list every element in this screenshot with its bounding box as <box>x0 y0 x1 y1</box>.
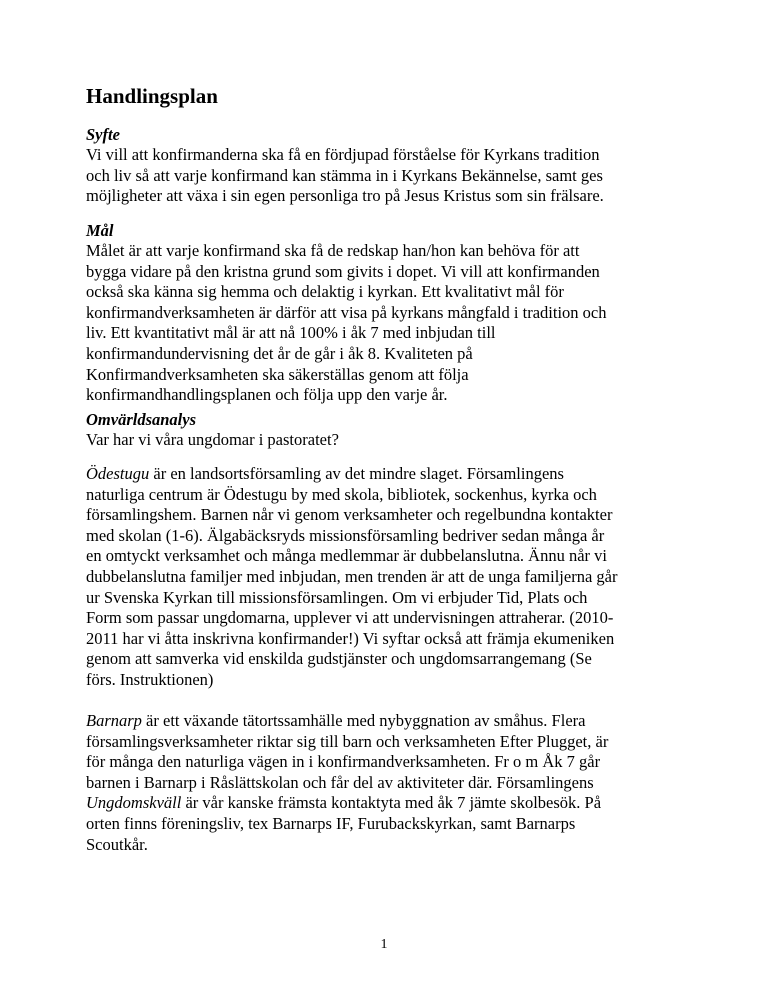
mal-line-2: bygga vidare på den kristna grund som givits i dopet. Vi vill att konfirmanden <box>86 261 600 281</box>
omvarld-question: Var har vi våra ungdomar i pastoratet? <box>86 430 339 449</box>
section-odestugu <box>86 464 686 691</box>
heading-syfte: Syfte <box>86 125 120 144</box>
mal-line-6: konfirmandundervisning det år de går i åk 8. Kvaliteten på <box>86 343 473 363</box>
odestugu-name: Ödestugu <box>86 464 150 483</box>
barnarp-line-5 <box>86 793 686 814</box>
odestugu-line-2: naturliga centrum är Ödestugu by med skola, bibliotek, sockenhus, kyrka och <box>86 484 597 504</box>
barnarp-name: Barnarp <box>86 711 142 730</box>
mal-line-8: konfirmandhandlingsplanen och följa upp den varje år. <box>86 385 448 405</box>
syfte-line-3: möjligheter att växa i sin egen personliga tro på Jesus Kristus som sin frälsare. <box>86 186 604 206</box>
odestugu-line-8: Form som passar ungdomarna, upplever vi att undervisningen attraherar. (2010- <box>86 608 614 628</box>
mal-line-7: Konfirmandverksamheten ska säkerställas genom att följa <box>86 364 469 384</box>
barnarp-first-rest: är ett växande tätortssamhälle med nybyggnation av småhus. Flera <box>141 711 586 730</box>
mal-line-5: liv. Ett kvantitativt mål är att nå 100% i åk 7 med inbjudan till <box>86 323 496 343</box>
mal-line-3: också ska känna sig hemma och delaktig i kyrkan. Ett kvalitativt mål för <box>86 282 564 302</box>
odestugu-line-7: ur Svenska Kyrkan till missionsförsamlingen. Om vi erbjuder Tid, Plats och <box>86 587 588 607</box>
odestugu-line-11: förs. Instruktionen) <box>86 669 214 689</box>
page-number: 1 <box>380 937 388 952</box>
section-syfte <box>86 125 686 207</box>
barnarp-line-1 <box>86 711 686 732</box>
syfte-line-2: och liv så att varje konfirmand kan stämma in i Kyrkans Bekännelse, samt ges <box>86 165 603 185</box>
barnarp-line-7: Scoutkår. <box>86 834 148 854</box>
mal-line-4: konfirmandverksamheten är därför att visa på kyrkans mångfald i tradition och <box>86 302 607 322</box>
odestugu-line-5: en omtyckt verksamhet och många medlemmar är dubbelanslutna. Ännu når vi <box>86 546 607 566</box>
section-omvarldsanalys <box>86 410 686 451</box>
ungdomskvall-term: Ungdomskväll <box>86 793 182 813</box>
odestugu-line-9: 2011 har vi åtta inskrivna konfirmander!) Vi syftar också att främja ekumeniken <box>86 628 615 648</box>
ungdomskvall-rest: är vår kanske främsta kontaktyta med åk 7 jämte skolbesök. På <box>181 793 602 813</box>
syfte-line-1: Vi vill att konfirmanderna ska få en fördjupad förståelse för Kyrkans tradition <box>86 145 600 164</box>
page-title: Handlingsplan <box>86 84 218 108</box>
heading-mal: Mål <box>86 221 114 240</box>
odestugu-first-rest: är en landsortsförsamling av det mindre slaget. Församlingens <box>149 464 564 483</box>
odestugu-line-1 <box>86 464 686 485</box>
odestugu-line-10: genom att samverka vid enskilda gudstjänster och ungdomsarrangemang (Se <box>86 649 592 669</box>
barnarp-line-4: barnen i Barnarp i Råslättskolan och får del av aktiviteter där. Församlingens <box>86 772 594 792</box>
barnarp-line-3: för många den naturliga vägen in i konfirmandverksamheten. Fr o m Åk 7 går <box>86 752 601 772</box>
odestugu-line-4: med skolan (1-6). Älgabäcksryds missionsförsamling bedriver sedan många år <box>86 525 605 545</box>
section-mal <box>86 221 686 406</box>
barnarp-line-6: orten finns föreningsliv, tex Barnarps IF, Furubackskyrkan, samt Barnarps <box>86 813 576 833</box>
barnarp-line-2: församlingsverksamheter riktar sig till barn och verksamheten Efter Plugget, är <box>86 731 609 751</box>
odestugu-line-3: församlingshem. Barnen når vi genom verksamheter och regelbundna kontakter <box>86 505 613 525</box>
heading-omvarldsanalys: Omvärldsanalys <box>86 410 197 429</box>
odestugu-line-6: dubbelanslutna familjer med inbjudan, men trenden är att de unga familjerna går <box>86 566 618 586</box>
section-barnarp <box>86 711 686 855</box>
mal-line-1: Målet är att varje konfirmand ska få de redskap han/hon kan behöva för att <box>86 241 580 260</box>
